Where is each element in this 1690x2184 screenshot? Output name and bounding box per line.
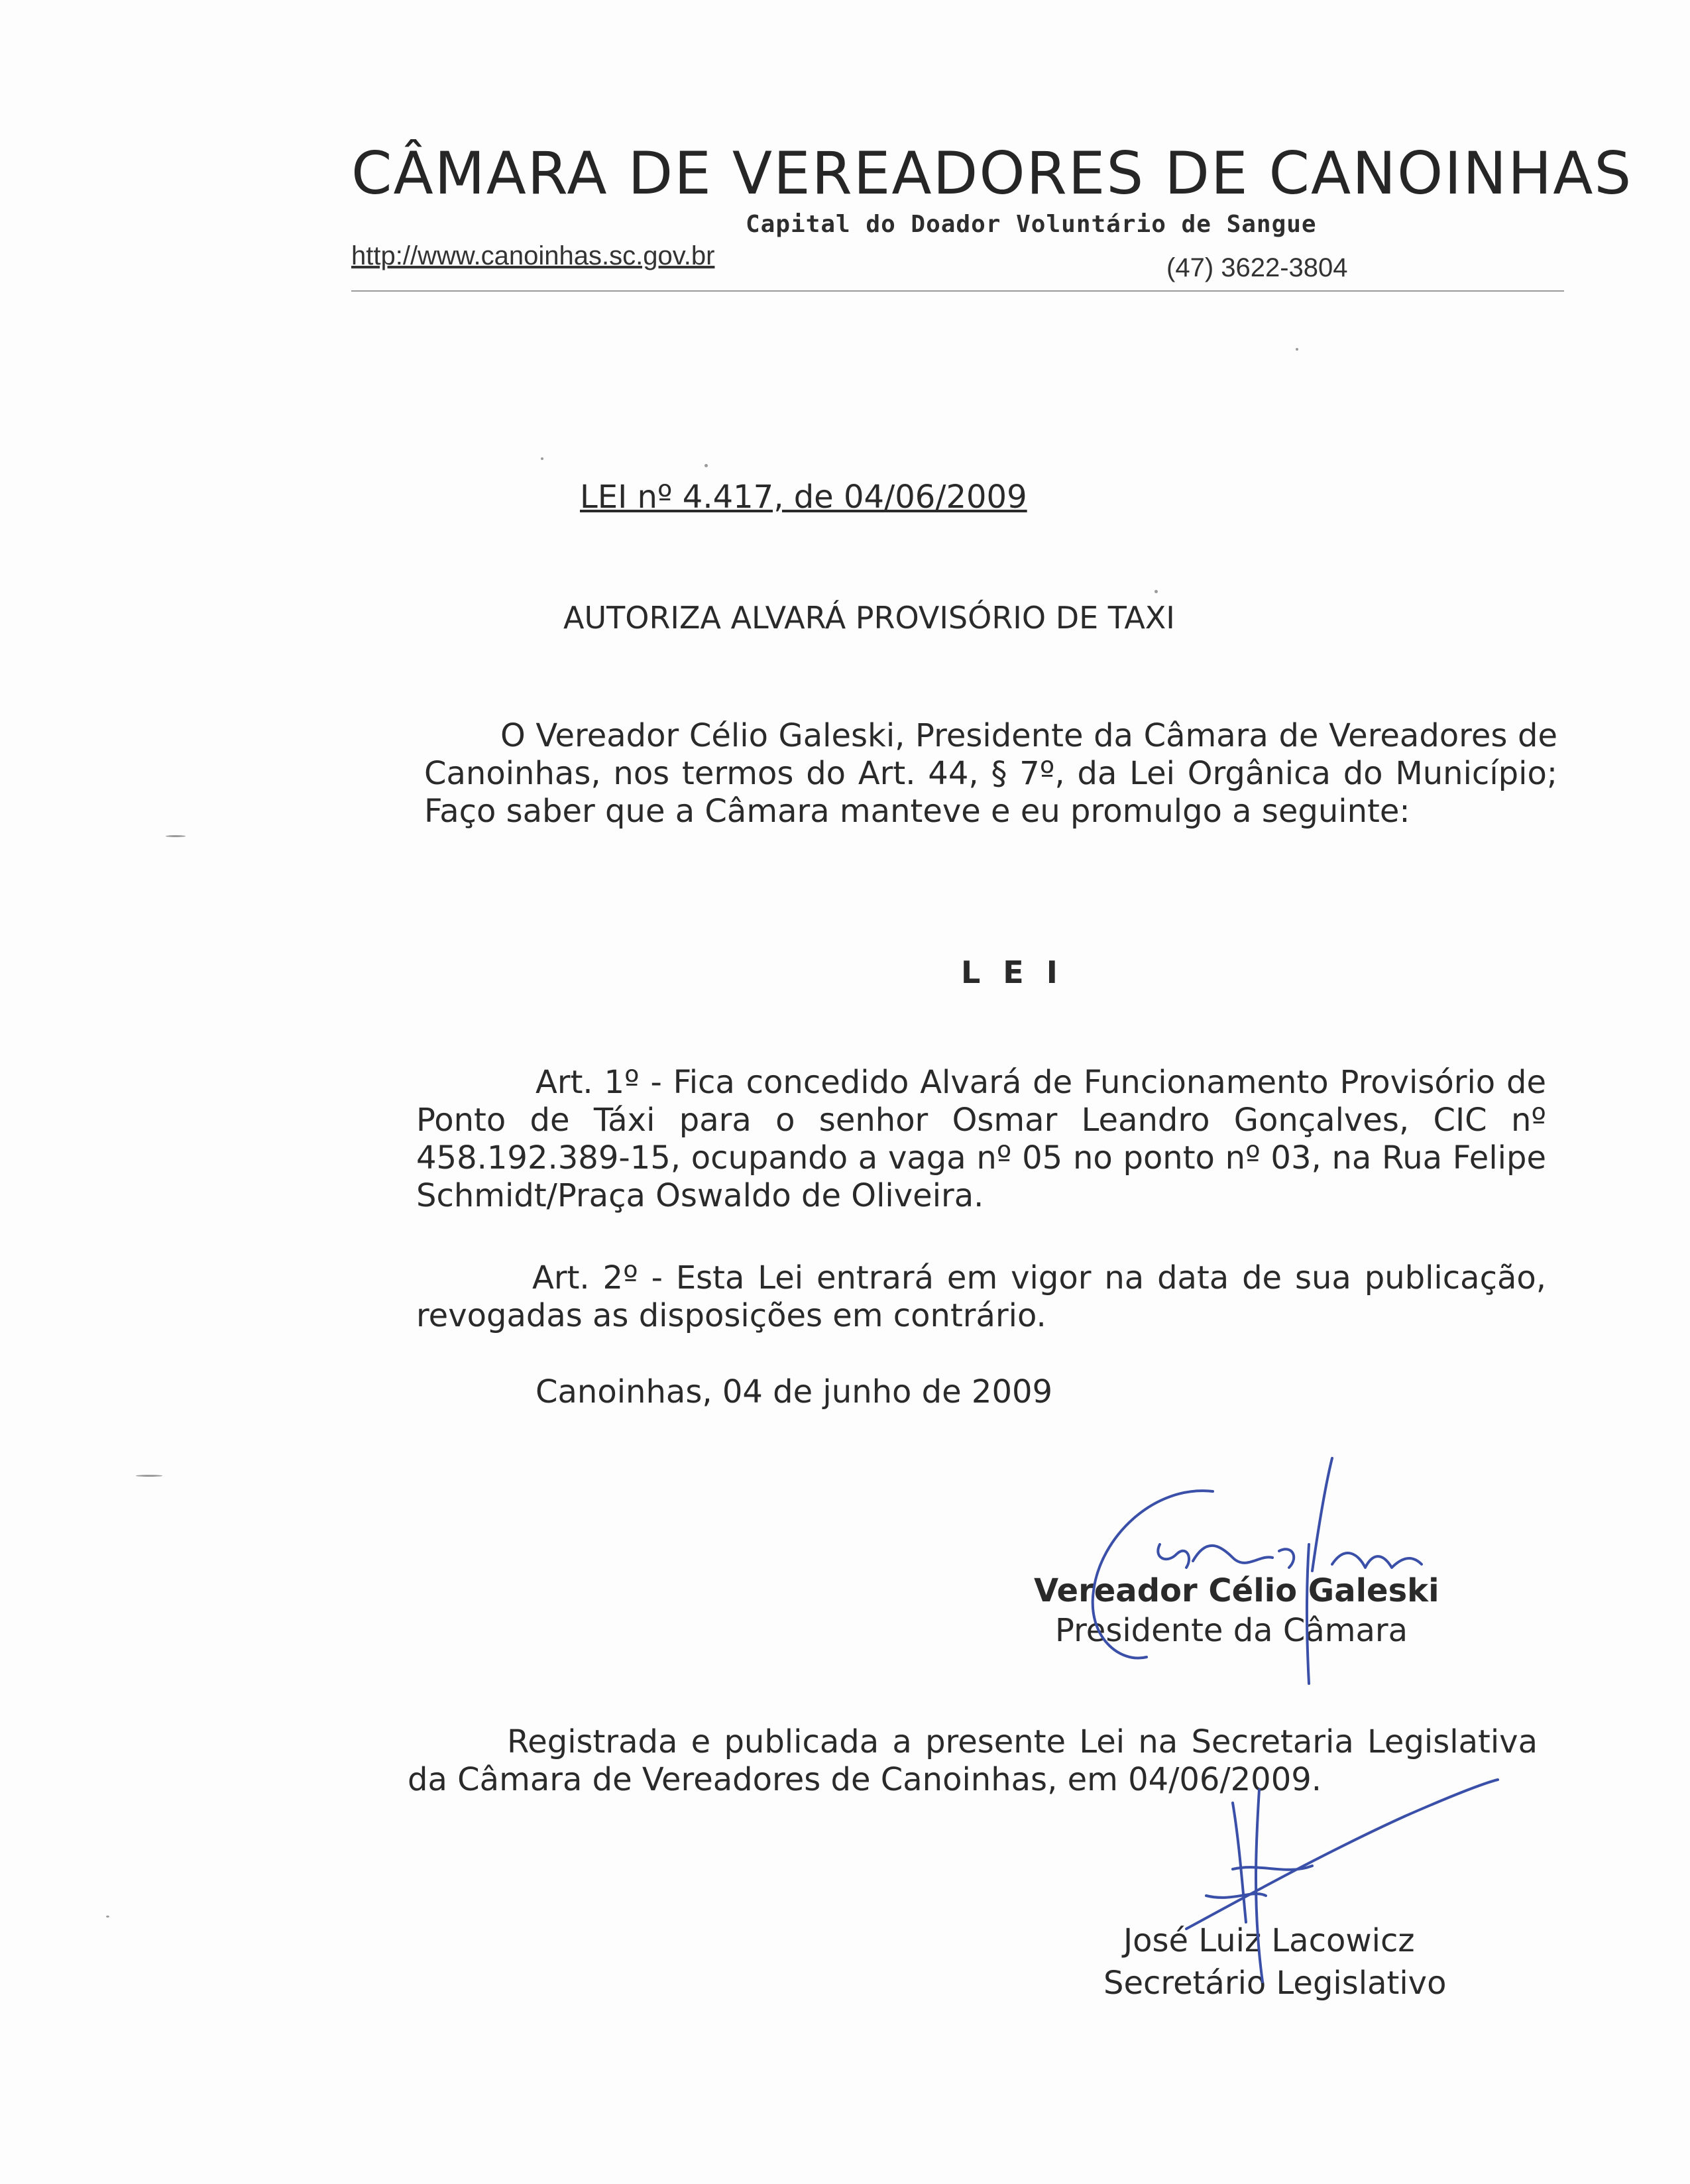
- preamble-paragraph: O Vereador Célio Galeski, Presidente da Câmara de Vereadores de Canoinhas, nos termos do Art. 44, § 7º, da Lei Orgânica do Município; Faço saber que a Câmara manteve e eu promulgo a seguinte:: [424, 717, 1557, 830]
- law-subject: AUTORIZA ALVARÁ PROVISÓRIO DE TAXI: [563, 600, 1175, 636]
- header-divider: [351, 290, 1564, 292]
- article-1-paragraph: Art. 1º - Fica concedido Alvará de Funcionamento Provisório de Ponto de Táxi para o senhor Osmar Leandro Gonçalves, CIC nº 458.192.389-15, ocupando a vaga nº 05 no ponto nº 03, na Rua Felipe Schmidt/Praça Oswaldo de Oliveira.: [416, 1064, 1546, 1214]
- president-name: Vereador Célio Galeski: [1034, 1572, 1439, 1609]
- header-url-link[interactable]: http://www.canoinhas.sc.gov.br: [351, 241, 715, 270]
- law-title: LEI nº 4.417, de 04/06/2009: [580, 479, 1027, 516]
- header-motto: Capital do Doador Voluntário de Sangue: [746, 211, 1317, 238]
- registration-paragraph: Registrada e publicada a presente Lei na Secretaria Legislativa da Câmara de Vereadores de Canoinhas, em 04/06/2009.: [408, 1723, 1538, 1798]
- place-date: Canoinhas, 04 de junho de 2009: [535, 1373, 1053, 1410]
- president-role: Presidente da Câmara: [1055, 1612, 1408, 1649]
- secretary-name: José Luiz Lacowicz: [1123, 1922, 1415, 1959]
- secretary-role: Secretário Legislativo: [1103, 1965, 1447, 2002]
- president-signature: [1093, 1458, 1422, 1684]
- law-heading: LEI: [961, 954, 1080, 990]
- article-2-paragraph: Art. 2º - Esta Lei entrará em vigor na data de sua publicação, revogadas as disposições em contrário.: [416, 1259, 1546, 1334]
- header-phone: (47) 3622-3804: [1166, 253, 1348, 282]
- header-title: CÂMARA DE VEREADORES DE CANOINHAS: [351, 139, 1633, 207]
